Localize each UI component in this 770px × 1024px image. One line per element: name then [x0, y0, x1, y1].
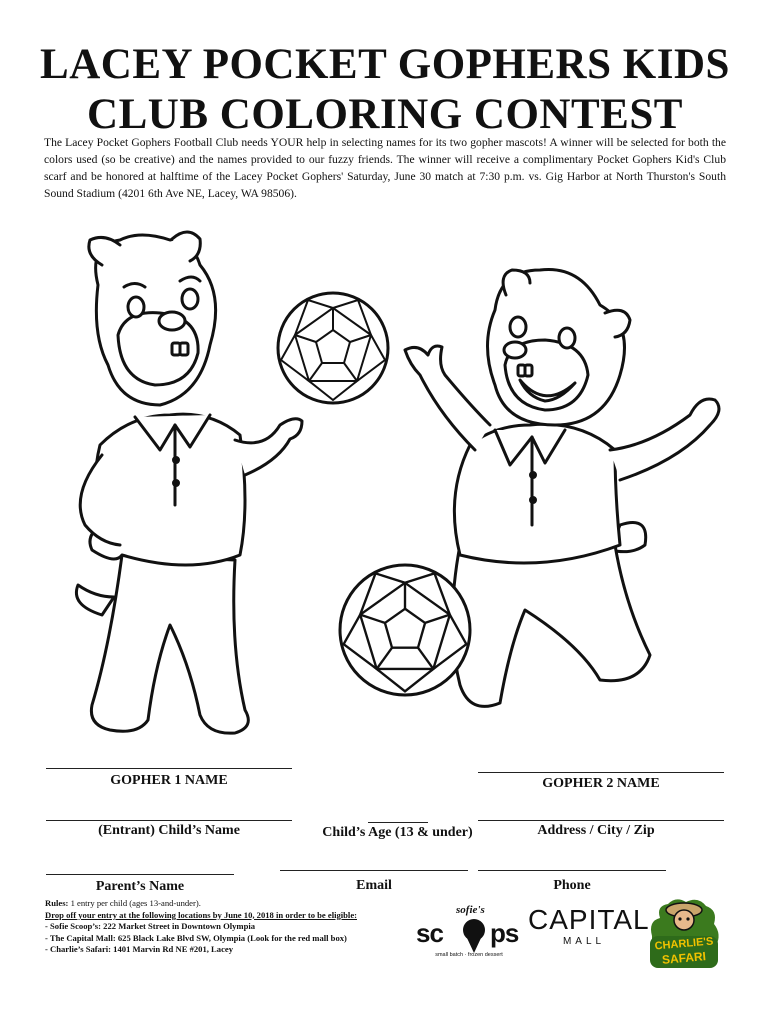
sofies-logo-top: sofie's	[456, 904, 485, 916]
charlies-logo-line1: CHARLIE'S	[654, 935, 714, 953]
location-item: - Sofie Scoop’s: 222 Market Street in Downtown Olympia	[45, 921, 256, 932]
capital-logo-main: CAPITAL	[528, 904, 650, 935]
sofies-scoops-logo	[414, 904, 524, 964]
parent-name-label: Parent’s Name	[95, 879, 185, 894]
parent-name-line[interactable]	[46, 874, 234, 875]
page-title: LACEY POCKET GOPHERS KIDS CLUB COLORING CONTEST	[40, 41, 730, 138]
soccer-ball-bottom	[340, 565, 470, 695]
location-item: - The Capital Mall: 625 Black Lake Blvd SW, Olympia (Look for the red mall box)	[45, 932, 347, 943]
address-line[interactable]	[478, 820, 724, 821]
child-name-label: (Entrant) Child’s Name	[98, 823, 240, 838]
gophers-illustration	[40, 225, 730, 755]
capital-logo-sub: MALL	[562, 936, 606, 947]
sofies-logo-tag: small batch · frozen dessert	[435, 952, 503, 958]
child-age-line[interactable]	[368, 822, 428, 823]
capital-mall-logo	[528, 904, 650, 955]
rules-section	[45, 898, 425, 956]
sofies-logo-right: ps	[490, 918, 519, 948]
rules-text: 1 entry per child (ages 13-and-under).	[70, 898, 201, 908]
sofies-logo-left: sc	[416, 918, 443, 948]
intro-paragraph: The Lacey Pocket Gophers Football Club needs YOUR help in selecting names for its two gopher mascots! A winner will be selected for both the colors used (so be creative) and the names provided to our fuzzy friends. The winner will receive a complimentary Pocket Gophers Kid's Club scarf and be honored at halftime of the Lacey Pocket Gophers' Saturday, June 30 match at 7:30 p.m. vs. Gig Harbor at North Thurston's South Sound Stadium (4201 6th Ave NE, Lacey, WA 98506).	[44, 136, 726, 200]
gopher1-name-label: GOPHER 1 NAME	[110, 773, 228, 788]
gopher1-name-line[interactable]	[46, 768, 292, 769]
child-age-label: Child’s Age (13 & under)	[322, 825, 473, 840]
phone-line[interactable]	[478, 870, 666, 871]
location-item: - Charlie’s Safari: 1401 Marvin Rd NE #201, Lacey	[45, 944, 234, 955]
ice-cream-icon	[458, 918, 490, 954]
left-gopher	[76, 232, 302, 733]
child-name-line[interactable]	[46, 820, 292, 821]
rules-heading: Drop off your entry at the following locations by June 10, 2018 in order to be eligible:	[45, 909, 357, 920]
charlies-logo-line2: SAFARI	[661, 949, 707, 967]
charlies-safari-logo	[646, 896, 722, 970]
address-label: Address / City / Zip	[537, 823, 655, 838]
gopher2-name-line[interactable]	[478, 772, 724, 773]
soccer-ball-top	[278, 293, 388, 403]
gopher2-name-label: GOPHER 2 NAME	[542, 776, 660, 791]
email-line[interactable]	[280, 870, 468, 871]
email-label: Email	[356, 878, 392, 893]
rules-label: Rules:	[45, 898, 69, 908]
rules-line	[45, 898, 425, 910]
phone-label: Phone	[553, 878, 591, 893]
